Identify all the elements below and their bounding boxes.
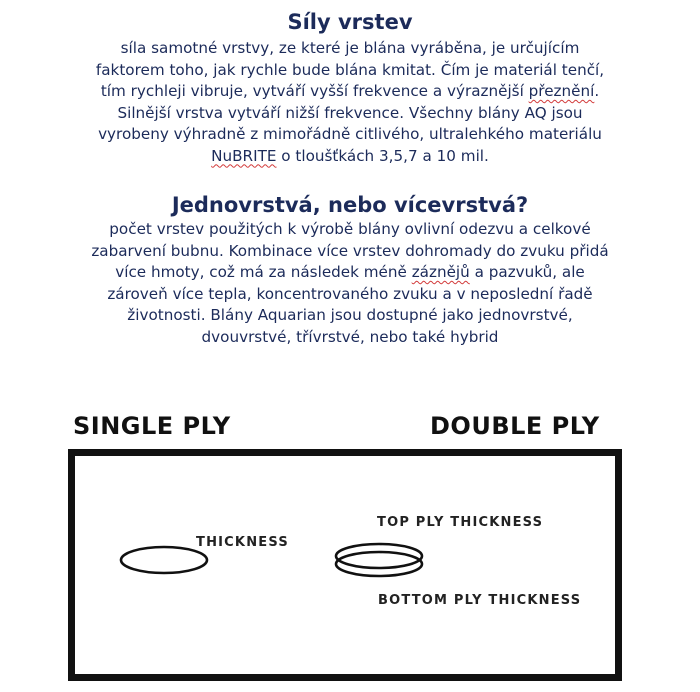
paragraph-line: vyrobeny výhradně z mimořádně citlivého, ultralehkého materiálu xyxy=(98,125,602,143)
paragraph-line: Silnější vrstva vytváří nižší frekvence. Všechny blány AQ jsou xyxy=(117,103,583,122)
top-ply-thickness-label: TOP PLY THICKNESS xyxy=(377,515,544,530)
bottom-ply-thickness-label: BOTTOM PLY THICKNESS xyxy=(378,593,582,608)
spellcheck-flagged-word: přeznění xyxy=(528,82,595,100)
thickness-label: THICKNESS xyxy=(196,535,289,550)
single-ply-title: SINGLE PLY xyxy=(73,412,231,440)
paragraph-line: počet vrstev použitých k výrobě blány ovlivní odezvu a celkové xyxy=(109,220,591,238)
paragraph-line: NuBRITE o tloušťkách 3,5,7 a 10 mil. xyxy=(211,146,489,165)
section-heading-single-or-multi: Jednovrstvá, nebo vícevrstvá? xyxy=(171,193,529,217)
spellcheck-flagged-word: záznějů xyxy=(411,263,470,281)
section-paragraph-single-or-multi xyxy=(0,219,700,348)
paragraph-line: tím rychleji vibruje, vytváří vyšší frekvence a výraznější přeznění. xyxy=(100,82,600,100)
section-paragraph-ply-strength xyxy=(0,38,700,167)
spellcheck-flagged-word: NuBRITE xyxy=(211,146,277,165)
paragraph-line: více hmoty, což má za následek méně záznějů a pazvuků, ale xyxy=(115,263,585,281)
paragraph-line: životnosti. Blány Aquarian jsou dostupné jako jednovrstvé, xyxy=(127,306,573,324)
paragraph-line: faktorem toho, jak rychle bude blána kmitat. Čím je materiál tenčí, xyxy=(95,60,605,79)
section-heading-ply-strength: Síly vrstev xyxy=(287,10,413,34)
paragraph-line: dvouvrstvé, třívrstvé, nebo také hybrid xyxy=(201,327,499,346)
double-ply-rings xyxy=(331,541,427,581)
paragraph-line: síla samotné vrstvy, ze které je blána vyráběna, je určujícím xyxy=(120,39,580,57)
paragraph-line: zároveň více tepla, koncentrovaného zvuku a v neposlední řadě xyxy=(107,284,593,303)
paragraph-line: zabarvení bubnu. Kombinace více vrstev dohromady do zvuku přidá xyxy=(91,241,609,260)
double-ply-title: DOUBLE PLY xyxy=(430,412,600,440)
ply-diagram-frame xyxy=(68,449,622,681)
